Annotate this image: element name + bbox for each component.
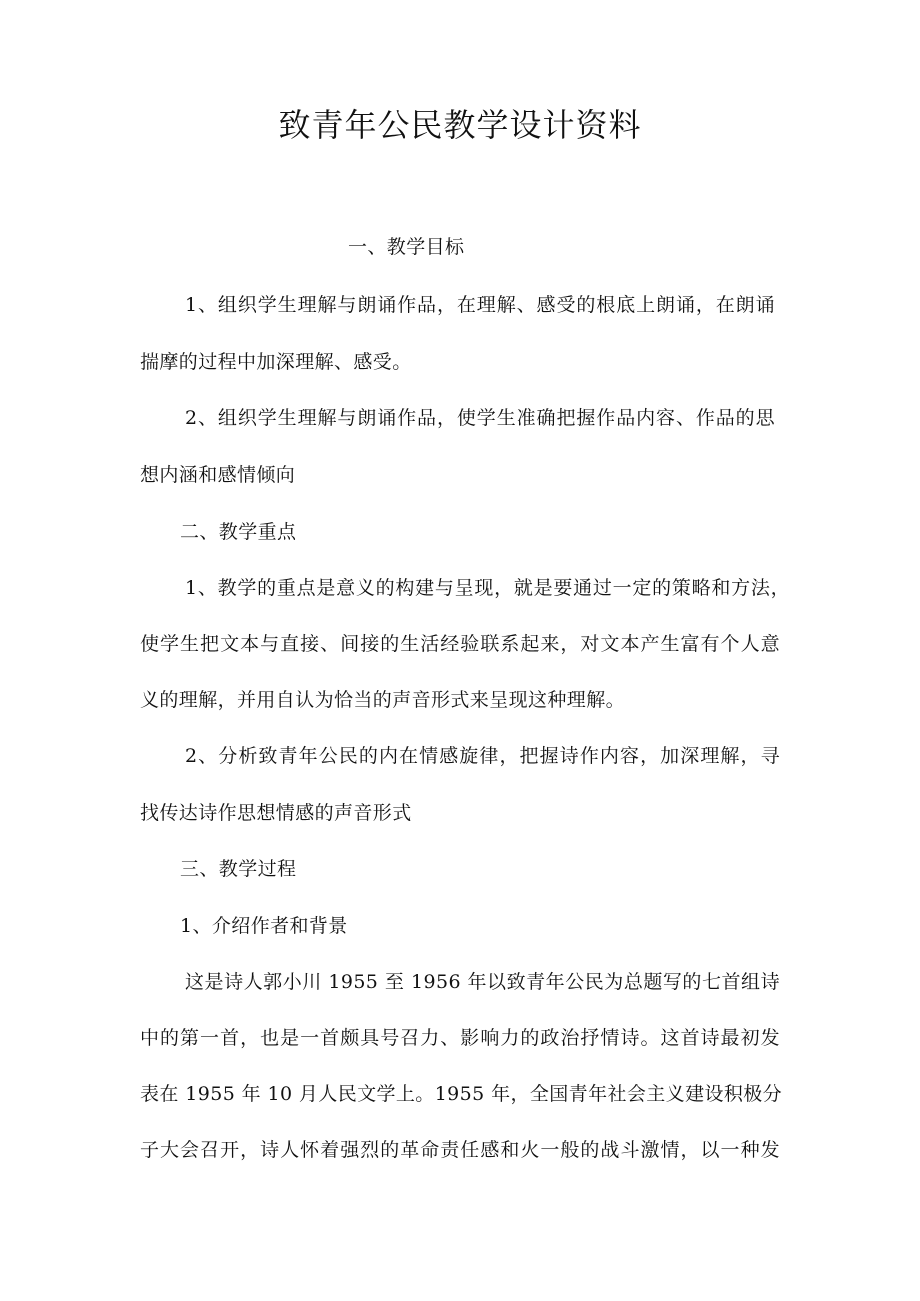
section-heading-focus: 二、教学重点 — [180, 521, 297, 543]
paragraph-line: 2、组织学生理解与朗诵作品，使学生准确把握作品内容、作品的思 — [185, 407, 775, 429]
document-title: 致青年公民教学设计资料 — [278, 106, 642, 144]
paragraph-line: 表在 1955 年 10 月人民文学上。1955 年，全国青年社会主义建设积极分 — [140, 1083, 783, 1105]
subsection-heading-author: 1、介绍作者和背景 — [180, 915, 348, 937]
paragraph-line: 这是诗人郭小川 1955 至 1956 年以致青年公民为总题写的七首组诗 — [185, 971, 780, 993]
paragraph-line: 2、分析致青年公民的内在情感旋律，把握诗作内容，加深理解，寻 — [185, 745, 780, 767]
paragraph-line: 1、教学的重点是意义的构建与呈现，就是要通过一定的策略和方法， — [185, 577, 790, 599]
paragraph-line: 中的第一首，也是一首颇具号召力、影响力的政治抒情诗。这首诗最初发 — [140, 1027, 780, 1049]
paragraph-line: 使学生把文本与直接、间接的生活经验联系起来，对文本产生富有个人意 — [140, 633, 780, 655]
paragraph-line: 揣摩的过程中加深理解、感受。 — [140, 351, 412, 373]
paragraph-line: 找传达诗作思想情感的声音形式 — [140, 802, 412, 824]
paragraph-line: 义的理解，并用自认为恰当的声音形式来呈现这种理解。 — [140, 689, 626, 711]
paragraph-line: 想内涵和感情倾向 — [140, 464, 296, 486]
paragraph-line: 子大会召开，诗人怀着强烈的革命责任感和火一般的战斗激情，以一种发 — [140, 1139, 780, 1161]
section-heading-process: 三、教学过程 — [180, 858, 297, 880]
paragraph-line: 1、组织学生理解与朗诵作品，在理解、感受的根底上朗诵，在朗诵 — [185, 294, 775, 316]
section-heading-goals: 一、教学目标 — [348, 236, 465, 258]
